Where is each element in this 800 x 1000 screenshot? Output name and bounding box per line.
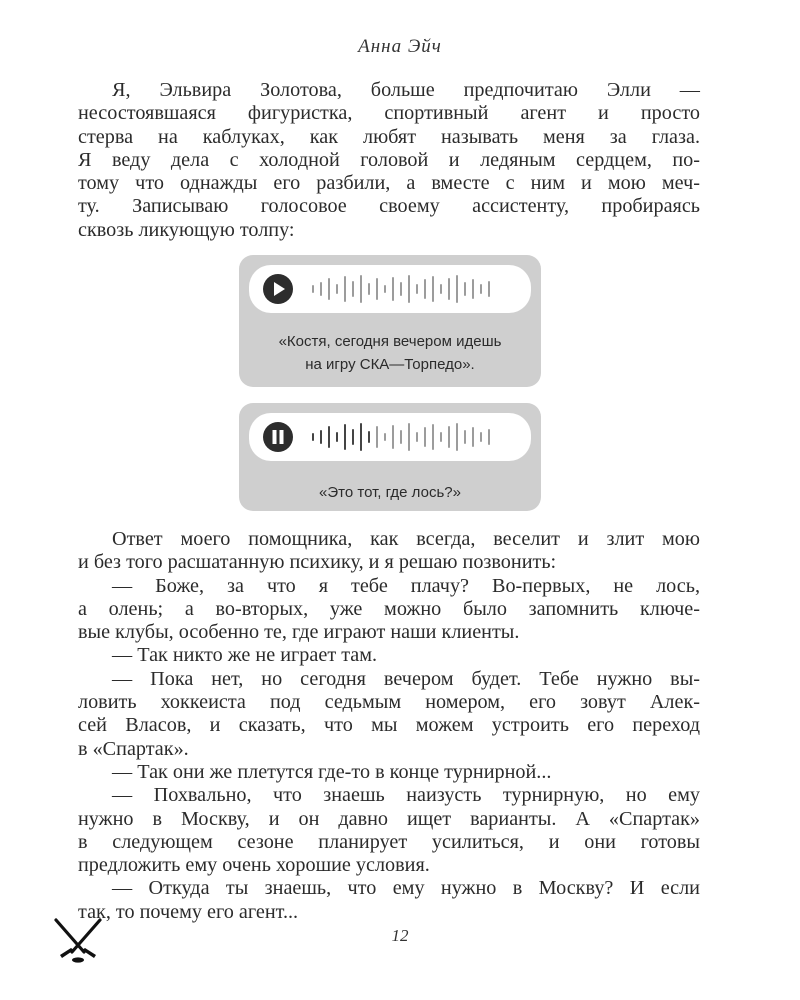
text-line: — Пока нет, но сегодня вечером будет. Тебе нужно вы- [112,667,700,690]
text-line: тому что однажды его разбили, а вместе с ним и мою меч- [78,172,700,195]
text-line: в «Спартак». [78,737,189,760]
text-line: предложить ему очень хорошие условия. [78,854,430,877]
voice-caption [239,481,541,504]
caption-line: на игру СКА—Торпедо». [305,356,475,373]
text-line: ту. Записываю голосовое своему ассистенту, пробираясь [78,195,700,218]
text-line: — Так они же плетутся где-то в конце турнирной... [112,760,552,783]
intro-paragraph [78,79,700,242]
running-header: Анна Эйч [358,36,442,57]
text-line: — Боже, за что я тебе плачу? Во-первых, не лось, [112,574,700,597]
text-line: несостоявшаяся фигуристка, спортивный агент и просто [78,102,700,125]
text-line: сквозь ликующую толпу: [78,218,295,241]
text-line: Ответ моего помощника, как всегда, веселит и злит мою [112,528,700,550]
text-line: Я веду дела с холодной головой и ледяным сердцем, по- [78,148,700,171]
text-line: а олень; а во-вторых, уже можно было запомнить ключе- [78,597,700,620]
voice-caption [239,330,541,376]
voice-message-1 [239,255,541,387]
text-line: в следующем сезоне планирует усилиться, и они готовы [78,830,700,853]
caption-line: «Это тот, где лось?» [319,484,461,501]
voice-player-bar [249,413,531,461]
text-line: — Так никто же не играет там. [112,644,378,667]
text-line: ловить хоккеиста под седьмым номером, его зовут Алек- [78,691,700,714]
page-number: 12 [391,926,409,945]
play-icon [263,274,293,304]
text-line: и без того расшатанную психику, и я решаю позвонить: [78,551,557,574]
voice-message-2 [239,403,541,511]
text-line: сей Власов, и сказать, что мы можем устроить его переход [78,714,700,737]
text-line: — Откуда ты знаешь, что ему нужно в Москву? И если [112,877,700,900]
text-line: стерва на каблуках, как любят называть меня за глаза. [78,125,700,148]
text-line: вые клубы, особенно те, где играют наши клиенты. [78,621,520,644]
caption-line: «Костя, сегодня вечером идешь [278,333,502,350]
text-line: нужно в Москву, и он давно ищет варианты. А «Спартак» [78,807,700,830]
text-line: — Похвально, что знаешь наизусть турнирную, но ему [112,784,700,807]
pause-button[interactable] [263,422,293,452]
voice-player-bar [249,265,531,313]
body-text [78,528,700,924]
text-line: Я, Эльвира Золотова, больше предпочитаю Элли — [112,79,700,101]
waveform-icon [311,421,501,453]
pause-icon [263,422,293,452]
text-line: так, то почему его агент... [78,900,299,923]
play-button[interactable] [263,274,293,304]
waveform-icon [311,273,501,305]
